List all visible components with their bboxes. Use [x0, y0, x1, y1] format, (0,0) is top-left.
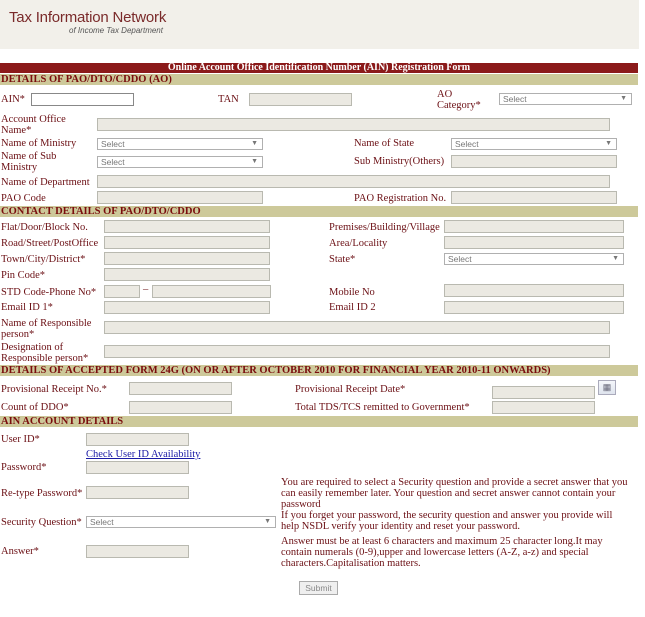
chevron-down-icon: ▼ [612, 255, 619, 262]
receipt-date-input[interactable] [492, 386, 595, 399]
account-office-label: Account Office Name* [1, 114, 66, 136]
sub-ministry-select[interactable]: Select ▼ [97, 156, 263, 168]
count-ddo-label: Count of DDO* [1, 402, 69, 413]
email1-label: Email ID 1* [1, 302, 53, 313]
state-select[interactable]: Select ▼ [444, 253, 624, 265]
state-label: State* [329, 254, 356, 265]
user-id-label: User ID* [1, 434, 40, 445]
site-title: Tax Information Network [9, 9, 167, 26]
site-subtitle: of Income Tax Department [69, 26, 163, 35]
pin-input[interactable] [104, 268, 270, 281]
password-input[interactable] [86, 461, 189, 474]
tan-input[interactable] [249, 93, 352, 106]
responsible-designation-label: Designation of Responsible person* [1, 342, 89, 364]
account-office-input[interactable] [97, 118, 610, 131]
mobile-input[interactable] [444, 284, 624, 297]
responsible-name-label: Name of Responsible person* [1, 318, 92, 340]
user-id-input[interactable] [86, 433, 189, 446]
check-availability-link[interactable]: Check User ID Availability [86, 449, 201, 460]
section-account-header: AIN ACCOUNT DETAILS [0, 416, 638, 427]
ministry-label: Name of Ministry [1, 138, 77, 149]
road-input[interactable] [104, 236, 270, 249]
phone-separator: – [143, 284, 149, 295]
department-label: Name of Department [1, 177, 90, 188]
sub-ministry-label: Name of Sub Ministry [1, 151, 57, 173]
ao-category-label: AO Category* [437, 89, 481, 111]
password-label: Password* [1, 462, 47, 473]
flat-label: Flat/Door/Block No. [1, 222, 88, 233]
state-name-label: Name of State [354, 138, 415, 149]
section-ao-header: DETAILS OF PAO/DTO/CDDO (AO) [0, 74, 638, 85]
retype-password-input[interactable] [86, 486, 189, 499]
responsible-designation-input[interactable] [104, 345, 610, 358]
town-input[interactable] [104, 252, 270, 265]
ao-category-select[interactable]: Select ▼ [499, 93, 632, 105]
security-help-text-2: If you forget your password, the security question and answer you provide will help NSDL verify your identity and reset your password. [281, 510, 613, 532]
pin-label: Pin Code* [1, 270, 46, 281]
security-help-text-1: You are required to select a Security question and provide a secret answer that you can easily remember later. Your question and secret answer cannot contain your password [281, 477, 628, 510]
department-input[interactable] [97, 175, 610, 188]
email2-input[interactable] [444, 301, 624, 314]
site-header [0, 0, 639, 49]
std-code-input[interactable] [104, 285, 140, 298]
chevron-down-icon: ▼ [251, 158, 258, 165]
sub-ministry-others-label: Sub Ministry(Others) [354, 156, 445, 167]
ain-label: AIN* [1, 94, 25, 105]
section-form24g-header: DETAILS OF ACCEPTED FORM 24G (ON OR AFTER OCTOBER 2010 FOR FINANCIAL YEAR 2010-11 ONWARDS) [0, 365, 638, 376]
area-label: Area/Locality [329, 238, 388, 249]
security-help-text-3: Answer must be at least 6 characters and maximum 25 character long.It may contain numerals (0-9),upper and lowercase letters (A-Z, a-z) and special characters.Capitalisation matters. [281, 536, 603, 569]
pao-code-label: PAO Code [1, 193, 46, 204]
total-tds-label: Total TDS/TCS remitted to Government* [295, 402, 470, 413]
premises-label: Premises/Building/Village [329, 222, 440, 233]
state-name-select[interactable]: Select ▼ [451, 138, 617, 150]
flat-input[interactable] [104, 220, 270, 233]
total-tds-input[interactable] [492, 401, 595, 414]
pao-reg-input[interactable] [451, 191, 617, 204]
town-label: Town/City/District* [1, 254, 86, 265]
sub-ministry-others-input[interactable] [451, 155, 617, 168]
answer-input[interactable] [86, 545, 189, 558]
chevron-down-icon: ▼ [605, 140, 612, 147]
phone-input[interactable] [152, 285, 271, 298]
email2-label: Email ID 2 [329, 302, 376, 313]
chevron-down-icon: ▼ [620, 95, 627, 102]
answer-label: Answer* [1, 546, 39, 557]
security-question-label: Security Question* [1, 517, 82, 528]
road-label: Road/Street/PostOffice [1, 238, 99, 249]
receipt-no-input[interactable] [129, 382, 232, 395]
tan-label: TAN [218, 94, 239, 105]
mobile-label: Mobile No [329, 287, 375, 298]
premises-input[interactable] [444, 220, 624, 233]
pao-code-input[interactable] [97, 191, 263, 204]
receipt-date-label: Provisional Receipt Date* [295, 384, 406, 395]
retype-password-label: Re-type Password* [1, 488, 83, 499]
form-title: Online Account Office Identification Number (AIN) Registration Form [0, 63, 638, 73]
section-contact-header: CONTACT DETAILS OF PAO/DTO/CDDO [0, 206, 638, 217]
security-question-select[interactable]: Select ▼ [86, 516, 276, 528]
receipt-no-label: Provisional Receipt No.* [1, 384, 107, 395]
submit-button[interactable]: Submit [299, 581, 338, 595]
responsible-name-input[interactable] [104, 321, 610, 334]
chevron-down-icon: ▼ [251, 140, 258, 147]
chevron-down-icon: ▼ [264, 518, 271, 525]
pao-reg-label: PAO Registration No. [354, 193, 447, 204]
count-ddo-input[interactable] [129, 401, 232, 414]
ministry-select[interactable]: Select ▼ [97, 138, 263, 150]
email1-input[interactable] [104, 301, 270, 314]
std-phone-label: STD Code-Phone No* [1, 287, 97, 298]
ain-input[interactable] [31, 93, 134, 106]
calendar-icon[interactable]: ▦ [598, 380, 616, 395]
area-input[interactable] [444, 236, 624, 249]
